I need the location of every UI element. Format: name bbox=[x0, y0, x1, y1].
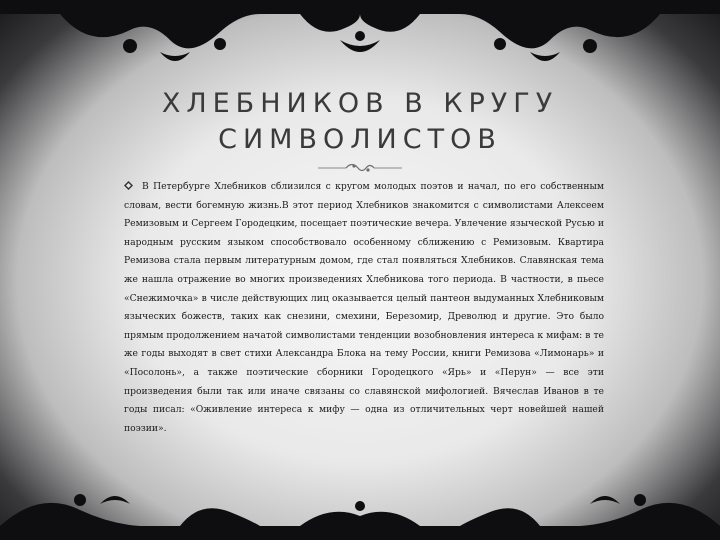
slide-body bbox=[124, 178, 604, 438]
body-text: В Петербурге Хлебников сблизился с кругом молодых поэтов и начал, по его собственным словам, вести богемную жизнь.В этот период Хлебников знакомится с символистами Алексеем Ремизовым и Сергеем Городецким, посещает поэтические вечера. Увлечение языческой Русью и народным русским языком способствовало особенному сближению с Ремизовым. Квартира Ремизова стала первым литературным домом, где стал появляться Хлебников. Славянская тема же нашла отражение во многих произведениях Хлебникова того периода. В частности, в пьесе «Снежимочка» в числе действующих лиц оказывается целый пантеон выдуманных Хлебниковым языческих божеств, таких как снезини, смехини, Березомир, Древолюд и другие. Это было прямым продолжением начатой символистами тенденции возобновления интереса к мифам: в те же годы выходят в свет стихи Александра Блока на тему России, книги Ремизова «Лимонарь» и «Посолонь», а также поэтические сборники Городецкого «Ярь» и «Перун» — все эти произведения были так или иначе связаны со славянской мифологией. Вячеслав Иванов в те годы писал: «Оживление интереса к мифу — одна из отличительных черт новейшей нашей поэзии». bbox=[124, 181, 604, 434]
title-line-1: ХЛЕБНИКОВ В КРУГУ bbox=[161, 88, 559, 119]
bottom-damask-ornament bbox=[0, 460, 720, 540]
scroll-divider-icon bbox=[316, 160, 404, 176]
diamond-bullet-icon bbox=[124, 181, 133, 190]
top-damask-ornament bbox=[0, 0, 720, 80]
slide-title bbox=[40, 86, 680, 158]
title-line-2: СИМВОЛИСТОВ bbox=[218, 124, 502, 155]
